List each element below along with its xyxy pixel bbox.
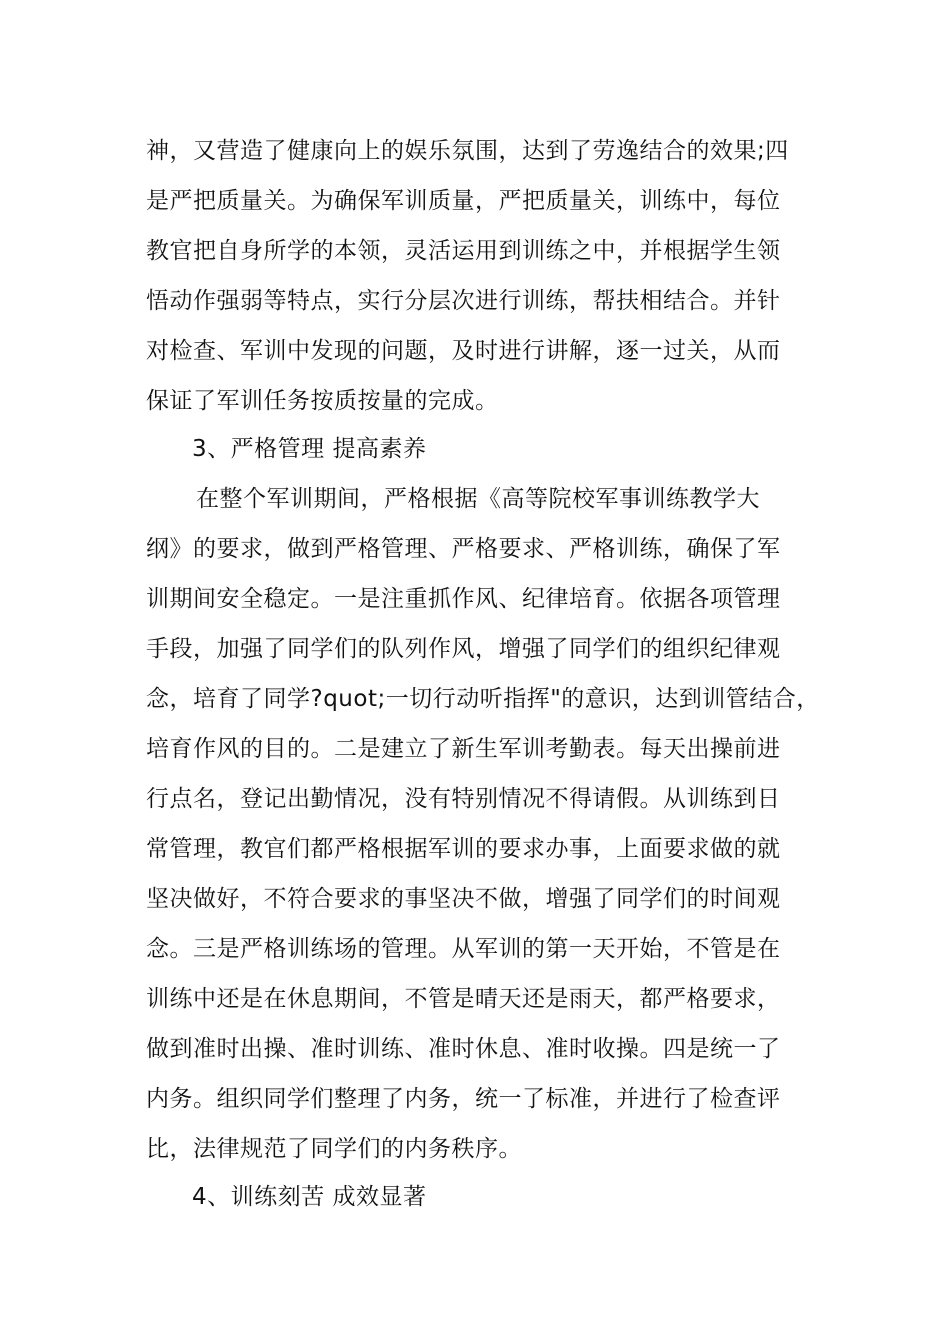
text-line: 念。三是严格训练场的管理。从军训的第一天开始，不管是在 bbox=[146, 936, 781, 962]
text-line: 训期间安全稳定。一是注重抓作风、纪律培育。依据各项管理 bbox=[146, 586, 781, 612]
text-line: 坚决做好，不符合要求的事坚决不做，增强了同学们的时间观 bbox=[146, 886, 781, 912]
text-line: 念，培育了同学?quot;一切行动听指挥"的意识，达到训管结合， bbox=[146, 686, 820, 712]
section-heading: 3、严格管理 提高素养 bbox=[192, 436, 427, 462]
text-line: 保证了军训任务按质按量的完成。 bbox=[146, 388, 499, 414]
text-line: 神，又营造了健康向上的娱乐氛围，达到了劳逸结合的效果;四 bbox=[146, 138, 789, 164]
text-line: 内务。组织同学们整理了内务，统一了标准，并进行了检查评 bbox=[146, 1086, 781, 1112]
text-line: 常管理，教官们都严格根据军训的要求办事，上面要求做的就 bbox=[146, 836, 781, 862]
text-line: 纲》的要求，做到严格管理、严格要求、严格训练，确保了军 bbox=[146, 536, 781, 562]
text-line: 培育作风的目的。二是建立了新生军训考勤表。每天出操前进 bbox=[146, 736, 781, 762]
text-line: 是严把质量关。为确保军训质量，严把质量关，训练中，每位 bbox=[146, 188, 781, 214]
text-line: 训练中还是在休息期间，不管是晴天还是雨天，都严格要求， bbox=[146, 986, 781, 1012]
text-line: 在整个军训期间，严格根据《高等院校军事训练教学大 bbox=[196, 486, 760, 512]
text-line: 手段，加强了同学们的队列作风，增强了同学们的组织纪律观 bbox=[146, 636, 781, 662]
text-line: 悟动作强弱等特点，实行分层次进行训练，帮扶相结合。并针 bbox=[146, 288, 781, 314]
section-heading: 4、训练刻苦 成效显著 bbox=[192, 1184, 427, 1210]
text-line: 做到准时出操、准时训练、准时休息、准时收操。四是统一了 bbox=[146, 1036, 781, 1062]
text-line: 比，法律规范了同学们的内务秩序。 bbox=[146, 1136, 522, 1162]
text-line: 教官把自身所学的本领，灵活运用到训练之中，并根据学生领 bbox=[146, 238, 781, 264]
text-line: 对检查、军训中发现的问题，及时进行讲解，逐一过关，从而 bbox=[146, 338, 781, 364]
text-line: 行点名，登记出勤情况，没有特别情况不得请假。从训练到日 bbox=[146, 786, 781, 812]
